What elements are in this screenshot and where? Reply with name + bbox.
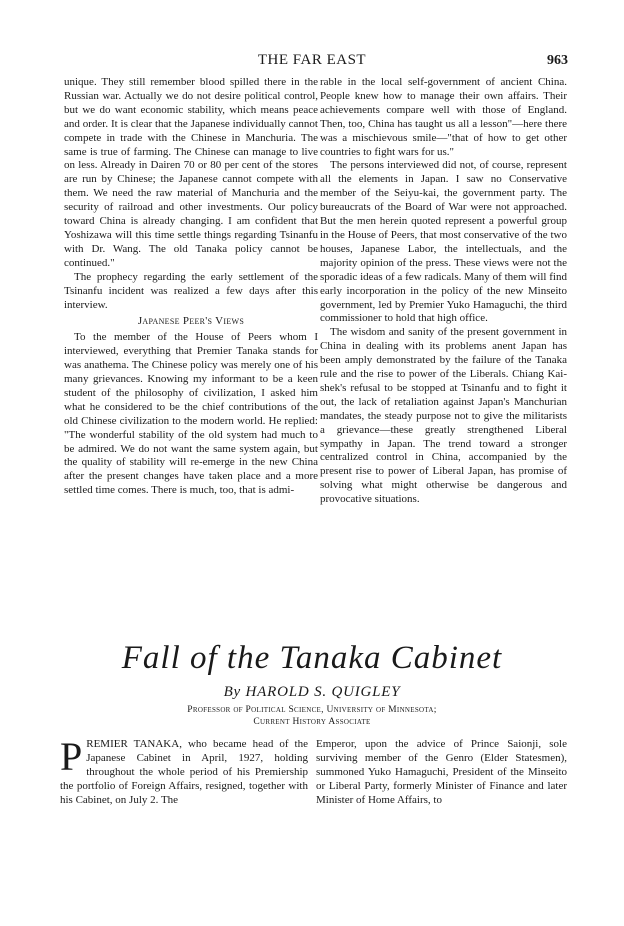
top-left-column (64, 76, 318, 498)
running-head (0, 52, 624, 70)
paragraph: Emperor, upon the advice of Prince Saionji, sole surviving member of the Genro (Elder Statesmen), summoned Yuko Hamaguchi, President of the Minseito or Liberal Party, formerly Minister of Finance and later Minister of Home Affairs, to (316, 738, 567, 806)
affiliation-line: Professor of Political Science, University of Minnesota; (187, 705, 437, 715)
top-right-column (320, 76, 567, 507)
paragraph: The wisdom and sanity of the present government in China in dealing with its problems anent Japan has been amply demonstrated by the failure of the Tanaka rule and the rise to power of the Liberals. Chiang Kai-shek's refusal to be stopped at Tsinanfu and to fight it out, the lack of retaliation against Japan's Manchurian mandates, the steady purpose not to give the militarists a grievance—these greatly strengthened Liberal sympathy in Japan. The trend toward a stronger centralized control in China, accompanied by the present rise to power of Liberal Japan, has promise of solving what might otherwise be dangerous and provocative situations. (320, 326, 567, 506)
paragraph: To the member of the House of Peers whom I interviewed, everything that Premier Tanaka stands for was anathema. The Chinese policy was merely one of his many grievances. Knowing my informant to be a keen student of the philosophy of civilization, I asked him what he considered to be the chief contributions of the old Chinese civilization to the modern world. He replied: "The wonderful stability of the old system had much to be admired. We do not want the same system again, but the quality of stability will re-emerge in the new China after the present changes have taken place and a more settled time comes. There is much, too, that is admi- (64, 331, 318, 497)
paragraph: rable in the local self-government of ancient China. People knew how to manage their own affairs. Their achievements compare well with those of England. Then, too, China has taught us all a lesson"—here there was a mischievous smile—"that of how to get other countries to fight wars for us." (320, 76, 567, 158)
byline: By HAROLD S. QUIGLEY (223, 684, 401, 700)
drop-cap: P (60, 734, 83, 779)
running-title: THE FAR EAST (257, 52, 367, 68)
affiliation-line: Current History Associate (253, 717, 371, 727)
article-title: Fall of the Tanaka Cabinet (121, 640, 503, 676)
section-subhead: Japanese Peer's Views (137, 315, 245, 328)
article-right-column (316, 738, 567, 808)
author-affiliation (0, 704, 624, 728)
paragraph: The prophecy regarding the early settlement of the Tsinanfu incident was realized a few days after this interview. (64, 270, 318, 311)
article-left-column (60, 734, 308, 808)
page-number: 963 (547, 53, 568, 68)
paragraph: REMIER TANAKA, who became head of the Japanese Cabinet in April, 1927, holding throughout the whole period of his Premiership the portfolio of Foreign Affairs, resigned, together with his Cabinet, on July 2. The (60, 738, 308, 806)
paragraph: unique. They still remember blood spilled there in the Russian war. Actually we do not desire political control, but we do want economic stability, which means peace and order. It is clear that the Japanese individually cannot compete in trade with the Chinese in Manchuria. The same is true of farming. The Chinese can manage to live on less. Already in Dairen 70 or 80 per cent of the stores are run by Chinese; the Japanese cannot compete with them. We need the raw material of Manchuria and the security of railroad and other investments. Our policy toward China is already changing. I am confident that Yoshizawa will this time settle things regarding Tsinanfu with Dr. Wang. The old Tanaka policy cannot be continued." (64, 76, 318, 269)
paragraph: The persons interviewed did not, of course, represent all the elements in Japan. I saw no Conservative member of the Seiyu-kai, the government party. The bureaucrats of the Board of War were not approached. But the men herein quoted represent a powerful group in the House of Peers, that most conservative of the two houses, Japanese Labor, the intellectuals, and the majority opinion of the press. These views were not the sporadic ideas of a few radicals. Many of them will find early incorporation in the policy of the new Minseito government, led by Premier Yuko Hamaguchi, the third commissioner to hold that high office. (320, 159, 567, 325)
